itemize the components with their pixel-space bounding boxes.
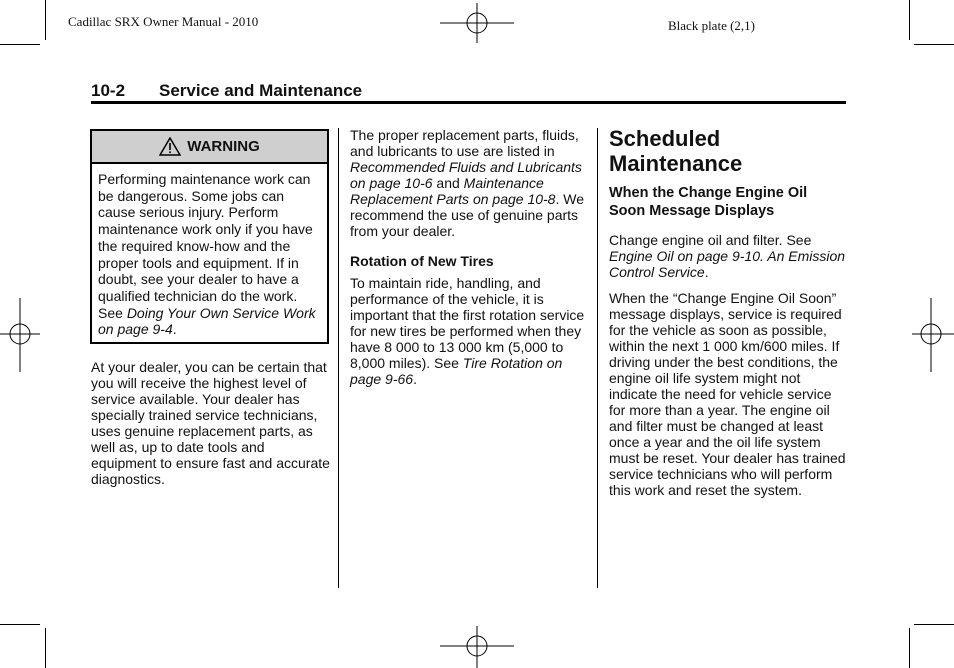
column-3-text (609, 126, 847, 508)
text-span: To maintain ride, handling, and performance of the vehicle, it is important that the first rotation service for new tires be performed when they have 8 000 to 13 000 km (5,000 to 8,000 miles). See (350, 275, 585, 371)
crop-mark (45, 628, 46, 668)
warning-title: WARNING (187, 138, 260, 155)
crop-mark (914, 44, 954, 45)
crop-mark (0, 624, 40, 625)
warning-triangle-icon (159, 137, 181, 156)
cross-reference[interactable]: Tire Rotation on page 9-66 (350, 355, 563, 387)
plate-label: Black plate (2,1) (668, 18, 755, 33)
dealer-paragraph: At your dealer, you can be certain that you will receive the highest level of service available. Your dealer has specially trained service technicians, uses genuine replacement parts, as well as, up to date tools and equipment to ensure fast and accurate diagnostics. (91, 359, 330, 487)
column-divider (338, 128, 339, 588)
text-span: . (704, 264, 709, 280)
warning-body: Performing maintenance work can be dangerous. Some jobs can cause serious injury. Perform maintenance work only if you have the required know-how and the proper tools and equipment. If in doubt, see your dealer to have a qualified technician do the work. See (98, 171, 313, 321)
warning-body-end: . (172, 321, 177, 338)
warning-header (92, 131, 327, 164)
crop-mark (914, 624, 954, 625)
column-2-text (350, 127, 586, 397)
column-1-text (91, 359, 331, 497)
text-span: Change engine oil and filter. See (609, 232, 812, 248)
crop-mark (0, 44, 40, 45)
registration-mark-icon (440, 3, 514, 43)
section-title: Service and Maintenance (159, 81, 363, 100)
section-rule (91, 101, 846, 104)
warning-box (90, 129, 329, 344)
text-span: . (413, 371, 417, 387)
registration-mark-icon (912, 298, 954, 372)
crop-mark (45, 0, 46, 40)
registration-mark-icon (440, 626, 514, 668)
column-divider (597, 128, 598, 588)
text-span: The proper replacement parts, fluids, and lubricants to use are listed in (350, 127, 579, 159)
text-span: and (432, 175, 464, 191)
oil-change-paragraph (609, 232, 847, 280)
page-title: Scheduled Maintenance (609, 126, 743, 176)
oil-message-paragraph: When the “Change Engine Oil Soon” message displays, service is required for the vehicle as soon as possible, within the next 1 000 km/600 miles. If driving under the best conditions, the engine oil life system might not indicate the need for vehicle service for more than a year. The engine oil and filter must be changed at least once a year and the oil life system must be reset. Your dealer has trained service technicians who will perform this work and reset the system. (609, 290, 846, 498)
text-span: . We recommend the use of genuine parts from your dealer. (350, 191, 584, 239)
tire-rotation-paragraph (350, 275, 586, 387)
section-number: 10-2 (91, 81, 126, 100)
crop-mark (909, 628, 910, 668)
cross-reference[interactable]: Doing Your Own Service Work on page 9-4 (98, 304, 316, 338)
crop-mark (909, 0, 910, 40)
cross-reference[interactable]: Recommended Fluids and Lubricants on page 10-6 (350, 159, 582, 191)
cross-reference[interactable]: Engine Oil on page 9-10. An Emission Control Service (609, 248, 846, 280)
cross-reference[interactable]: Maintenance Replacement Parts on page 10-8 (350, 175, 556, 207)
tire-rotation-heading: Rotation of New Tires (350, 253, 494, 269)
manual-title: Cadillac SRX Owner Manual - 2010 (68, 14, 259, 29)
subsection-heading: When the Change Engine Oil Soon Message Displays (609, 185, 808, 219)
parts-paragraph (350, 127, 586, 239)
warning-text (92, 164, 327, 338)
registration-mark-icon (0, 298, 40, 372)
